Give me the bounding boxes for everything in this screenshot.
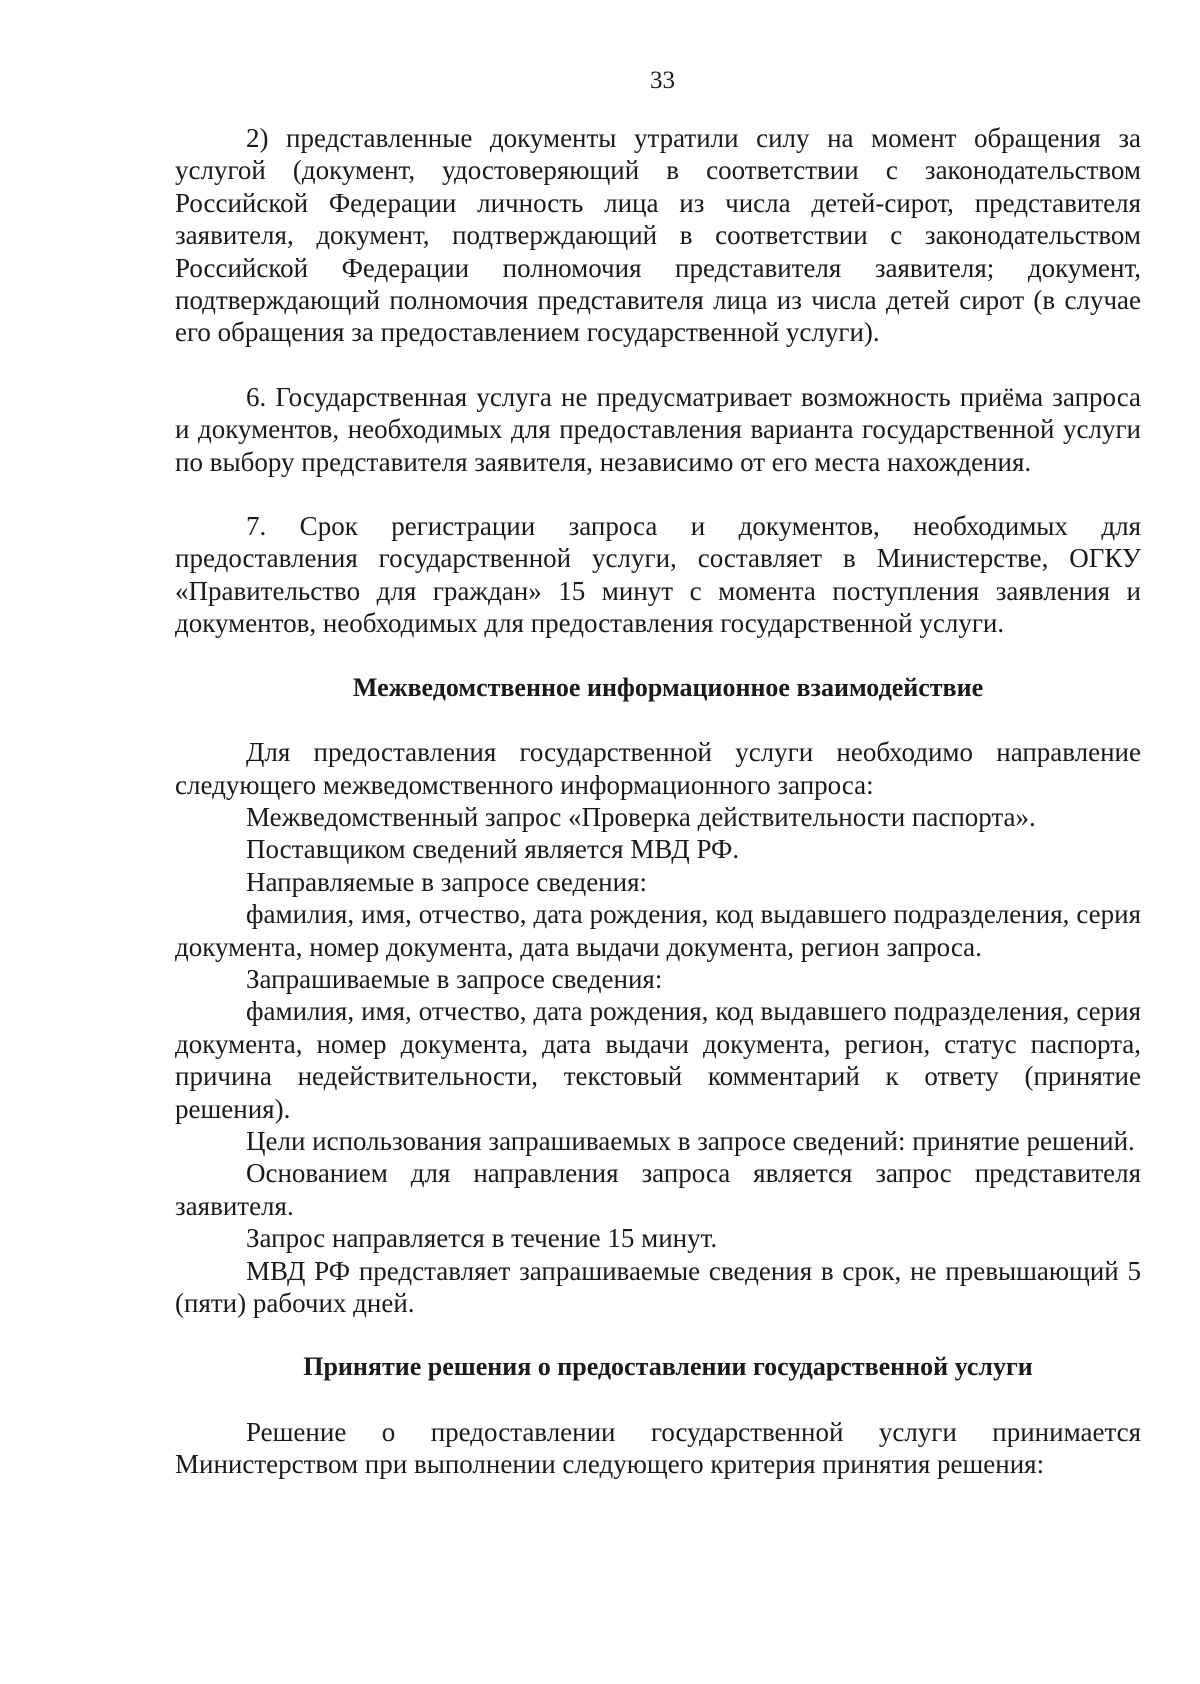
- paragraph: 6. Государственная услуга не предусматривает возможность приёма запроса и документов, необходимых для предоставления варианта государственной услуги по выбору представителя заявителя, независимо от его места нахождения.: [175, 381, 1141, 477]
- paragraph: фамилия, имя, отчество, дата рождения, код выдавшего подразделения, серия документа, номер документа, дата выдачи документа, регион, статус паспорта, причина недействительности, текстовый комментарий к ответу (принятие решения).: [175, 996, 1141, 1124]
- paragraph-spacer: [175, 704, 1141, 736]
- section-heading: Принятие решения о предоставлении государственной услуги: [303, 1352, 1033, 1382]
- paragraph: Цели использования запрашиваемых в запросе сведений: принятие решений.: [246, 1125, 1135, 1156]
- page-body: [175, 122, 1141, 1481]
- section-heading: Межведомственное информационное взаимодействие: [352, 672, 984, 702]
- paragraph-spacer: [175, 478, 1141, 510]
- paragraph: Направляемые в запросе сведения:: [246, 866, 647, 897]
- paragraph: МВД РФ представляет запрашиваемые сведения в срок, не превышающий 5 (пяти) рабочих дней.: [175, 1255, 1141, 1318]
- paragraph: Основанием для направления запроса является запрос представителя заявителя.: [175, 1158, 1141, 1221]
- paragraph: Запрос направляется в течение 15 минут.: [246, 1223, 718, 1254]
- paragraph: 7. Срок регистрации запроса и документов, необходимых для предоставления государственной услуги, составляет в Министерстве, ОГКУ «Правительство для граждан» 15 минут с момента поступления заявления и документов, необходимых для предоставления государственной услуги.: [175, 511, 1141, 639]
- page-number: 33: [650, 67, 675, 94]
- paragraph-spacer: [175, 640, 1141, 672]
- paragraph: Межведомственный запрос «Проверка действительности паспорта».: [246, 801, 1036, 832]
- paragraph: Для предоставления государственной услуги необходимо направление следующего межведомственного информационного запроса:: [175, 737, 1141, 800]
- paragraph: Решение о предоставлении государственной услуги принимается Министерством при выполнении следующего критерия принятия решения:: [175, 1416, 1141, 1480]
- paragraph-spacer: [175, 1384, 1141, 1416]
- paragraph: Поставщиком сведений является МВД РФ.: [246, 834, 740, 865]
- paragraph: 2) представленные документы утратили силу на момент обращения за услугой (документ, удостоверяющий в соответствии с законодательством Российской Федерации личность лица из числа детей-сирот, представителя заявителя, документ, подтверждающий в соответствии с законодательством Российской Федерации полномочия представителя заявителя; документ, подтверждающий полномочия представителя лица из числа детей сирот (в случае его обращения за предоставлением государственной услуги).: [175, 123, 1141, 348]
- paragraph-spacer: [175, 1319, 1141, 1351]
- paragraph: Запрашиваемые в запросе сведения:: [246, 963, 663, 994]
- paragraph: фамилия, имя, отчество, дата рождения, код выдавшего подразделения, серия документа, номер документа, дата выдачи документа, регион запроса.: [175, 899, 1141, 962]
- paragraph-spacer: [175, 349, 1141, 381]
